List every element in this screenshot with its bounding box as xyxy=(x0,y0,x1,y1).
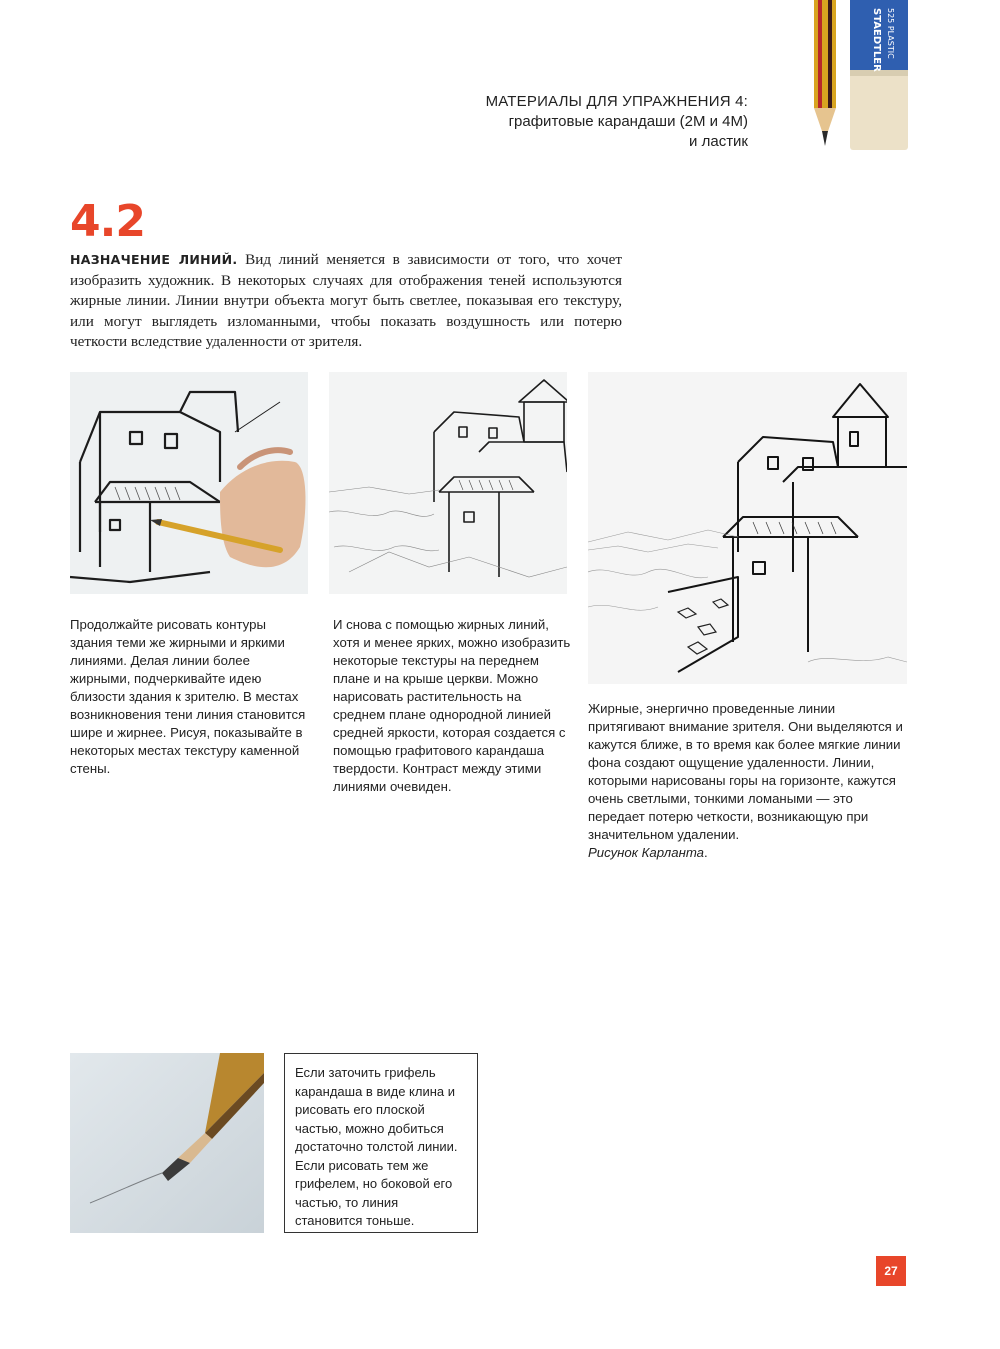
materials-line-eraser: и ластик xyxy=(689,133,748,150)
intro-paragraph xyxy=(70,250,622,353)
caption-step-3-text: Жирные, энергично проведенные линии притягивают внимание зрителя. Они выделяются и кажутся ближе, в то время как более мягкие линии фона создают ощущение удаленности. Линии, которыми нарисованы горы на горизонте, кажутся очень светлыми, тонкими ломаными — это передает потерю четкости, возникающую при значительном удалении. xyxy=(588,701,903,842)
intro-lead: НАЗНАЧЕНИЕ ЛИНИЙ. xyxy=(70,252,238,267)
figure-step-2 xyxy=(329,372,567,594)
materials-block xyxy=(418,92,748,152)
materials-line-pencils: графитовые карандаши (2М и 4М) xyxy=(508,113,748,130)
tip-box: Если заточить грифель карандаша в виде клина и рисовать его плоской частью, можно добиться достаточно толстой линии. Если рисовать тем же грифелем, но боковой его частью, то линия становится тоньше. xyxy=(284,1053,478,1233)
figure-pencil-tip xyxy=(70,1053,264,1233)
caption-step-2: И снова с помощью жирных линий, хотя и менее ярких, можно изобразить некоторые текстуры на переднем плане и на крыше церкви. Можно нарисовать растительность на среднем плане однородной линией средней яркости, которая создается с помощью графитового карандаша твердости. Контраст между этими линиями очевиден. xyxy=(333,617,571,794)
figure-step-3 xyxy=(588,372,907,684)
materials-title: МАТЕРИАЛЫ ДЛЯ УПРАЖНЕНИЯ 4: xyxy=(485,93,748,110)
caption-step-1: Продолжайте рисовать контуры здания теми же жирными и яркими линиями. Делая линии более жирными, подчеркивайте идею близости здания к зрителю. В местах возникновения тени линия становится шире и жирнее. Рисуя, показывайте в некоторых местах текстуру каменной стены. xyxy=(70,617,306,776)
pencil-eraser-photo xyxy=(808,0,908,152)
figure-step-1 xyxy=(70,372,308,594)
section-number: 4.2 xyxy=(70,196,145,247)
eraser-model-text: 525 PLASTIC xyxy=(886,8,895,59)
page-number: 27 xyxy=(876,1256,906,1286)
eraser-brand-text: STAEDTLER xyxy=(871,8,882,72)
caption-step-3: Жирные, энергично проведенные линии притягивают внимание зрителя. Они выделяются и кажутся ближе, в то время как более мягкие линии фона создают ощущение удаленности. Линии, которыми нарисованы горы на горизонте, кажутся очень светлыми, тонкими ломаными — это передает потерю четкости, возникающую при значительном удалении. Рисунок Карланта. xyxy=(588,701,903,860)
intro-text: Вид линий меняется в зависимости от того, что хочет изобразить художник. В некоторых случаях для отображения теней используются жирные линии. Линии внутри объекта могут быть светлее, показывая его текстуру, или могут выглядеть изломанными, чтобы показать воздушность или потерю четкости вследствие удаленности от зрителя. xyxy=(70,251,623,350)
drawing-credit: Рисунок Карланта xyxy=(588,845,705,860)
